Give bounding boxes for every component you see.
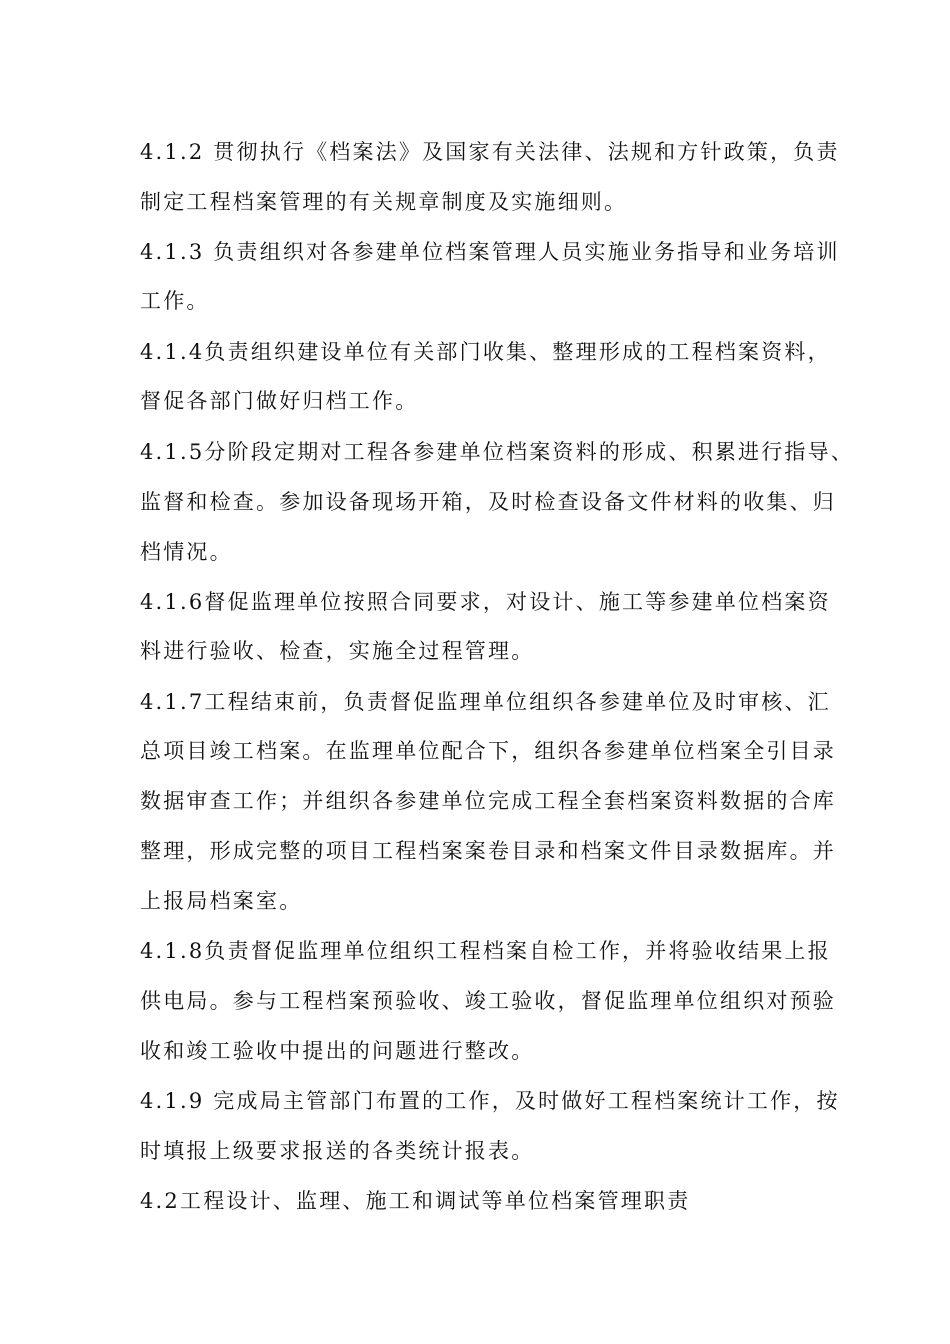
text-line: 制定工程档案管理的有关规章制度及实施细则。 bbox=[140, 190, 628, 214]
text-line: 供电局。参与工程档案预验收、竣工验收，督促监理单位组织对预验 bbox=[140, 989, 836, 1013]
text-line: 4.1.9 完成局主管部门布置的工作，及时做好工程档案统计工作，按 bbox=[140, 1089, 840, 1113]
text-line: 4.1.3 负责组织对各参建单位档案管理人员实施业务指导和业务培训 bbox=[140, 240, 840, 264]
text-line: 料进行验收、检查，实施全过程管理。 bbox=[140, 639, 535, 663]
section-heading: 4.2工程设计、监理、施工和调试等单位档案管理职责 bbox=[140, 1189, 691, 1213]
text-line: 4.1.4负责组织建设单位有关部门收集、整理形成的工程档案资料， bbox=[140, 340, 831, 364]
text-line: 档情况。 bbox=[140, 540, 233, 564]
text-line: 4.1.7工程结束前，负责督促监理单位组织各参建单位及时审核、汇 bbox=[140, 690, 831, 714]
text-line: 数据审查工作；并组织各参建单位完成工程全套档案资料数据的合库 bbox=[140, 789, 836, 813]
text-line: 4.1.2 贯彻执行《档案法》及国家有关法律、法规和方针政策，负责 bbox=[140, 140, 840, 164]
text-line: 督促各部门做好归档工作。 bbox=[140, 389, 419, 413]
text-line: 4.1.5分阶段定期对工程各参建单位档案资料的形成、积累进行指导、 bbox=[140, 440, 855, 464]
text-line: 监督和检查。参加设备现场开箱，及时检查设备文件材料的收集、归 bbox=[140, 490, 836, 514]
text-line: 上报局档案室。 bbox=[140, 889, 303, 913]
text-line: 工作。 bbox=[140, 289, 210, 313]
text-line: 4.1.6督促监理单位按照合同要求，对设计、施工等参建单位档案资 bbox=[140, 590, 831, 614]
text-line: 4.1.8负责督促监理单位组织工程档案自检工作，并将验收结果上报 bbox=[140, 939, 831, 963]
text-line: 整理，形成完整的项目工程档案案卷目录和档案文件目录数据库。并 bbox=[140, 839, 836, 863]
text-line: 时填报上级要求报送的各类统计报表。 bbox=[140, 1139, 535, 1163]
text-line: 收和竣工验收中提出的问题进行整改。 bbox=[140, 1039, 535, 1063]
text-line: 总项目竣工档案。在监理单位配合下，组织各参建单位档案全引目录 bbox=[140, 739, 836, 763]
